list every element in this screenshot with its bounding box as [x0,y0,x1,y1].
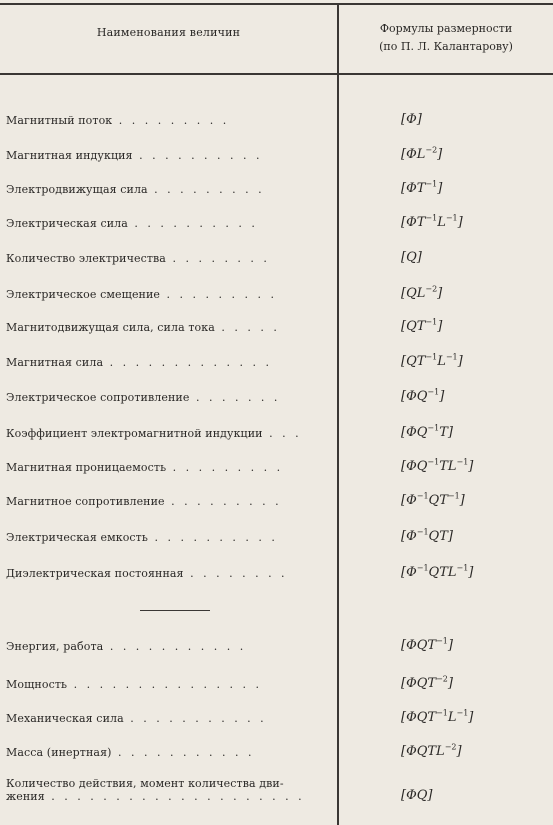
quantity-name [6,460,328,476]
quantity-name [6,639,328,655]
table-row [0,457,553,480]
leader-dots: . . . [262,427,302,440]
quantity-name [6,216,328,232]
table-row [0,742,553,765]
quantity-label: Магнитодвижущая сила, сила тока [6,321,215,334]
table-row [0,708,553,731]
leader-dots: . . . . . . . . . [147,183,265,196]
dimension-formula: $[QL^{-2}]$ [401,284,443,301]
quantity-label: Мощность [6,678,68,691]
top-rule [0,3,553,5]
table-row [0,213,553,236]
dimension-formula: $[\Phi T^{-1}]$ [401,179,443,196]
leader-dots: . . . . . . . . . [166,461,284,474]
dimension-formula: $[\Phi QT^{-1}]$ [401,636,453,653]
header-dimension-formulas [339,20,553,56]
quantity-label: Электрическая сила [6,217,128,230]
quantity-label: Магнитная сила [6,356,104,369]
dimension-formula: $[QT^{-1}]$ [401,317,443,334]
leader-dots: . . . . . . . . . [160,288,277,301]
table-row [0,317,553,340]
dimension-formula: $[\Phi T^{-1}L^{-1}]$ [401,213,463,230]
quantity-name [6,677,328,693]
leader-dots: . . . . . [214,321,280,334]
quantity-name [6,711,328,727]
quantity-label: Механическая сила [6,712,124,725]
quantity-name [6,148,328,164]
quantity-name [6,287,328,303]
quantity-label: Количество действия, момент количества дви- жения [6,777,284,803]
quantity-label: Магнитная проницаемость [6,461,167,474]
dimension-formula: $[\Phi Q^{-1}TL^{-1}]$ [401,457,474,474]
quantity-name [6,251,328,267]
leader-dots: . . . . . . . . . . . [123,712,267,725]
table-row [0,636,553,659]
table-row [0,387,553,410]
leader-dots: . . . . . . . . [183,567,288,580]
table-row [0,113,553,133]
table-row [0,674,553,697]
quantity-name [6,426,328,442]
dimension-formula: $[\Phi Q^{-1}]$ [401,387,445,404]
dimension-formula: $[\Phi^{-1}QTL^{-1}]$ [401,563,474,580]
quantity-label: Электрическое сопротивление [6,391,190,404]
quantity-name [6,320,328,336]
quantity-label: Масса (инертная) [6,746,112,759]
dimension-formula: [Φ] [401,112,422,127]
quantity-label: Энергия, работа [6,640,104,653]
quantity-name [6,494,328,510]
header-formulas-line2: (по П. Л. Калантарову) [379,40,513,53]
header-formulas-line1: Формулы размерности [379,22,513,35]
dimension-formula: $[\Phi QTL^{-2}]$ [401,742,462,759]
table-row [0,179,553,202]
table-row [0,491,553,514]
quantity-name [6,355,328,371]
leader-dots: . . . . . . . . [165,252,270,265]
quantity-label: Магнитный поток [6,114,113,127]
dimension-formula: $[QT^{-1}L^{-1}]$ [401,352,463,369]
section-divider [140,610,210,611]
leader-dots: . . . . . . . . . [112,114,230,127]
leader-dots: . . . . . . . . . . [132,149,263,162]
quantity-label: Электрическая емкость [6,531,148,544]
leader-dots: . . . . . . . . . . [127,217,258,230]
dimension-formula: $[\Phi Q^{-1}T]$ [401,423,453,440]
leader-dots: . . . . . . . . . . . . . [103,356,273,369]
table-row [0,251,553,271]
header-quantity-names: Наименования величин [96,26,241,39]
quantity-label: Коэффициент электромагнитной индукции [6,427,263,440]
leader-dots: . . . . . . . . . . . [111,746,255,759]
leader-dots: . . . . . . . . . [164,495,282,508]
quantity-label: Магнитное сопротивление [6,495,165,508]
table-row [0,145,553,168]
dimension-formula: $[\Phi QT^{-1}L^{-1}]$ [401,708,474,725]
leader-dots: . . . . . . . . . . . [103,640,247,653]
quantity-label: Количество электричества [6,252,166,265]
quantity-name [6,530,328,546]
dimension-formula: $[\Phi L^{-2}]$ [401,145,443,162]
dimension-formula: $[\Phi QT^{-2}]$ [401,674,453,691]
quantity-name [6,390,328,406]
dimension-formula: [Q] [401,250,422,265]
quantity-name [6,777,328,803]
table-row [0,352,553,375]
quantity-name [6,745,328,761]
dimension-formula: [ΦQ] [401,788,433,803]
quantity-name [6,566,328,582]
quantity-label: Электродвижущая сила [6,183,148,196]
table-row [0,563,553,586]
quantity-name [6,182,328,198]
leader-dots: . . . . . . . . . . . . . . . . . . . . [44,790,305,803]
table-row [0,423,553,446]
dimension-formula: $[\Phi^{-1}QT]$ [401,527,453,544]
table-row [0,284,553,307]
dimension-formula: $[\Phi^{-1}QT^{-1}]$ [401,491,465,508]
leader-dots: . . . . . . . [189,391,281,404]
quantity-label: Электрическое смещение [6,288,161,301]
quantity-label: Магнитная индукция [6,149,133,162]
quantity-label: Диэлектрическая постоянная [6,567,184,580]
leader-dots: . . . . . . . . . . [147,531,278,544]
table-row [0,527,553,550]
table-row [0,777,553,803]
quantity-name [6,113,328,129]
header-rule [0,73,553,75]
leader-dots: . . . . . . . . . . . . . . . [67,678,263,691]
